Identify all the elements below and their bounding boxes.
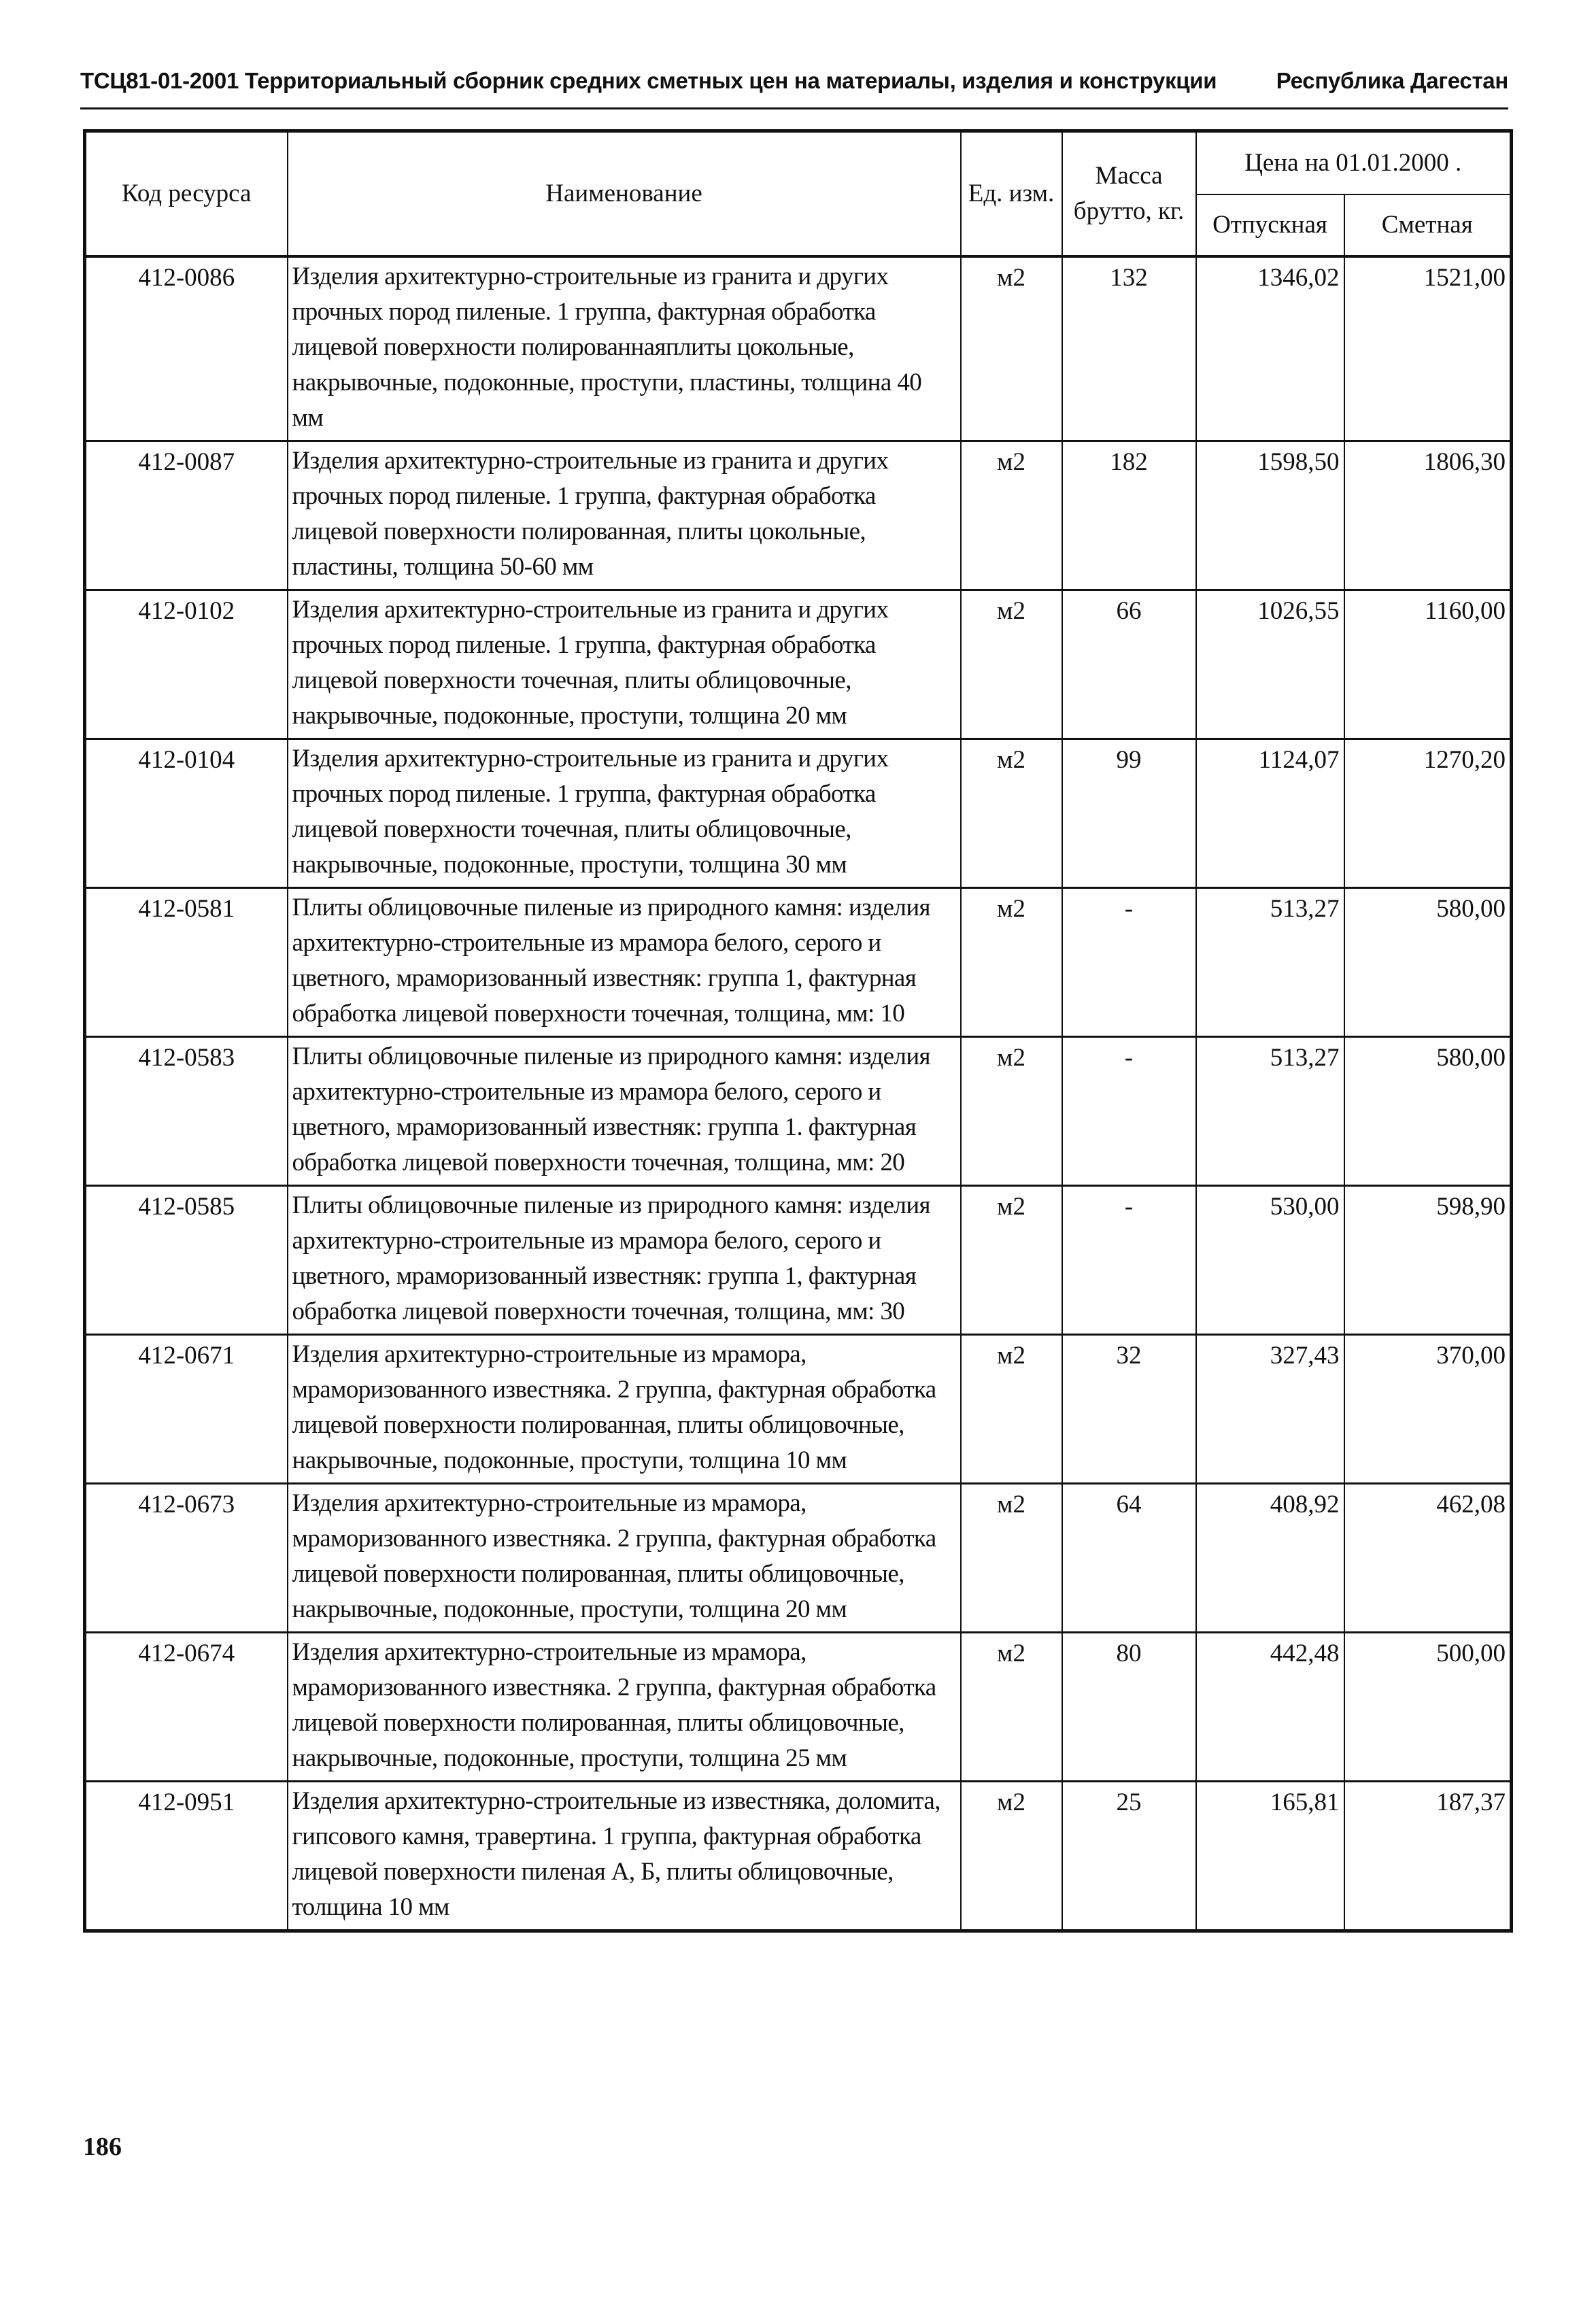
column-header-name: Наименование: [288, 131, 961, 257]
release-price-cell: 165,81: [1196, 1782, 1344, 1931]
estimate-price-cell: 1160,00: [1344, 590, 1512, 739]
estimate-price-cell: 598,90: [1344, 1186, 1512, 1335]
estimate-price-cell: 580,00: [1344, 888, 1512, 1037]
unit-cell: м2: [961, 256, 1062, 441]
table-row: [85, 888, 1512, 1037]
header-region: Республика Дагестан: [1276, 68, 1508, 93]
release-price-cell: 1026,55: [1196, 590, 1344, 739]
estimate-price-cell: 1270,20: [1344, 739, 1512, 888]
mass-cell: -: [1062, 1186, 1196, 1335]
unit-cell: м2: [961, 1484, 1062, 1633]
column-header-mass: Масса брутто, кг.: [1062, 131, 1196, 257]
unit-cell: м2: [961, 739, 1062, 888]
estimate-price-cell: 1806,30: [1344, 441, 1512, 590]
mass-cell: 80: [1062, 1633, 1196, 1782]
resource-code: 412-0951: [85, 1782, 288, 1931]
header-divider: [80, 107, 1508, 109]
mass-cell: 25: [1062, 1782, 1196, 1931]
page-header: [80, 68, 1508, 94]
resource-code: 412-0673: [85, 1484, 288, 1633]
mass-cell: 99: [1062, 739, 1196, 888]
mass-cell: -: [1062, 1037, 1196, 1186]
unit-cell: м2: [961, 1037, 1062, 1186]
resource-name: Изделия архитектурно-строительные из мрамора, мраморизованного известняка. 2 группа, фактурная обработка лицевой поверхности полированная, плиты облицовочные, накрывочные, подоконные, проступи, толщина 25 мм: [288, 1633, 961, 1782]
column-header-unit: Ед. изм.: [961, 131, 1062, 257]
page-number: 186: [83, 2133, 122, 2161]
table-row: [85, 256, 1512, 441]
table-row: [85, 441, 1512, 590]
release-price-cell: 1124,07: [1196, 739, 1344, 888]
release-price-cell: 513,27: [1196, 1037, 1344, 1186]
estimate-price-cell: 462,08: [1344, 1484, 1512, 1633]
column-header-price-group: Цена на 01.01.2000 .: [1196, 131, 1512, 195]
estimate-price-cell: 370,00: [1344, 1335, 1512, 1484]
unit-cell: м2: [961, 590, 1062, 739]
resource-name: Плиты облицовочные пиленые из природного камня: изделия архитектурно-строительные из мрамора белого, серого и цветного, мраморизованный известняк: группа 1, фактурная обработка лицевой поверхности точечная, толщина, мм: 10: [288, 888, 961, 1037]
unit-cell: м2: [961, 888, 1062, 1037]
release-price-cell: 530,00: [1196, 1186, 1344, 1335]
resource-code: 412-0671: [85, 1335, 288, 1484]
mass-cell: 132: [1062, 256, 1196, 441]
resource-code: 412-0102: [85, 590, 288, 739]
release-price-cell: 1598,50: [1196, 441, 1344, 590]
resource-code: 412-0674: [85, 1633, 288, 1782]
mass-cell: 182: [1062, 441, 1196, 590]
resource-code: 412-0104: [85, 739, 288, 888]
table-row: [85, 739, 1512, 888]
release-price-cell: 327,43: [1196, 1335, 1344, 1484]
header-title: ТСЦ81-01-2001 Территориальный сборник средних сметных цен на материалы, изделия и конструкции: [80, 68, 1217, 93]
resource-name: Изделия архитектурно-строительные из гранита и других прочных пород пиленые. 1 группа, фактурная обработка лицевой поверхности точечная, плиты облицовочные, накрывочные, подоконные, проступи, толщина 30 мм: [288, 739, 961, 888]
mass-cell: 32: [1062, 1335, 1196, 1484]
unit-cell: м2: [961, 441, 1062, 590]
mass-cell: 64: [1062, 1484, 1196, 1633]
table-row: [85, 1633, 1512, 1782]
resource-name: Плиты облицовочные пиленые из природного камня: изделия архитектурно-строительные из мрамора белого, серого и цветного, мраморизованный известняк: группа 1. фактурная обработка лицевой поверхности точечная, толщина, мм: 20: [288, 1037, 961, 1186]
resource-name: Изделия архитектурно-строительные из гранита и других прочных пород пиленые. 1 группа, фактурная обработка лицевой поверхности полированная, плиты цокольные, пластины, толщина 50-60 мм: [288, 441, 961, 590]
release-price-cell: 408,92: [1196, 1484, 1344, 1633]
release-price-cell: 513,27: [1196, 888, 1344, 1037]
resource-name: Плиты облицовочные пиленые из природного камня: изделия архитектурно-строительные из мрамора белого, серого и цветного, мраморизованный известняк: группа 1, фактурная обработка лицевой поверхности точечная, толщина, мм: 30: [288, 1186, 961, 1335]
mass-cell: -: [1062, 888, 1196, 1037]
release-price-cell: 442,48: [1196, 1633, 1344, 1782]
table-row: [85, 1335, 1512, 1484]
unit-cell: м2: [961, 1186, 1062, 1335]
price-table: [83, 129, 1513, 1933]
table-row: [85, 1782, 1512, 1931]
unit-cell: м2: [961, 1782, 1062, 1931]
resource-code: 412-0581: [85, 888, 288, 1037]
estimate-price-cell: 580,00: [1344, 1037, 1512, 1186]
resource-code: 412-0087: [85, 441, 288, 590]
resource-name: Изделия архитектурно-строительные из известняка, доломита, гипсового камня, травертина. 1 группа, фактурная обработка лицевой поверхности пиленая А, Б, плиты облицовочные, толщина 10 мм: [288, 1782, 961, 1931]
table-header: [85, 131, 1512, 257]
column-header-estimate-price: Сметная: [1344, 194, 1512, 256]
unit-cell: м2: [961, 1633, 1062, 1782]
table-body: [85, 256, 1512, 1931]
release-price-cell: 1346,02: [1196, 256, 1344, 441]
resource-code: 412-0086: [85, 256, 288, 441]
resource-name: Изделия архитектурно-строительные из мрамора, мраморизованного известняка. 2 группа, фактурная обработка лицевой поверхности полированная, плиты облицовочные, накрывочные, подоконные, проступи, толщина 20 мм: [288, 1484, 961, 1633]
table-row: [85, 590, 1512, 739]
resource-code: 412-0583: [85, 1037, 288, 1186]
estimate-price-cell: 1521,00: [1344, 256, 1512, 441]
table-row: [85, 1484, 1512, 1633]
estimate-price-cell: 500,00: [1344, 1633, 1512, 1782]
table-row: [85, 1186, 1512, 1335]
mass-cell: 66: [1062, 590, 1196, 739]
resource-name: Изделия архитектурно-строительные из гранита и других прочных пород пиленые. 1 группа, фактурная обработка лицевой поверхности полированнаяплиты цокольные, накрывочные, подоконные, проступи, пластины, толщина 40 мм: [288, 256, 961, 441]
column-header-code: Код ресурса: [85, 131, 288, 257]
table-row: [85, 1037, 1512, 1186]
unit-cell: м2: [961, 1335, 1062, 1484]
estimate-price-cell: 187,37: [1344, 1782, 1512, 1931]
resource-name: Изделия архитектурно-строительные из гранита и других прочных пород пиленые. 1 группа, фактурная обработка лицевой поверхности точечная, плиты облицовочные, накрывочные, подоконные, проступи, толщина 20 мм: [288, 590, 961, 739]
column-header-release-price: Отпускная: [1196, 194, 1344, 256]
resource-name: Изделия архитектурно-строительные из мрамора, мраморизованного известняка. 2 группа, фактурная обработка лицевой поверхности полированная, плиты облицовочные, накрывочные, подоконные, проступи, толщина 10 мм: [288, 1335, 961, 1484]
resource-code: 412-0585: [85, 1186, 288, 1335]
